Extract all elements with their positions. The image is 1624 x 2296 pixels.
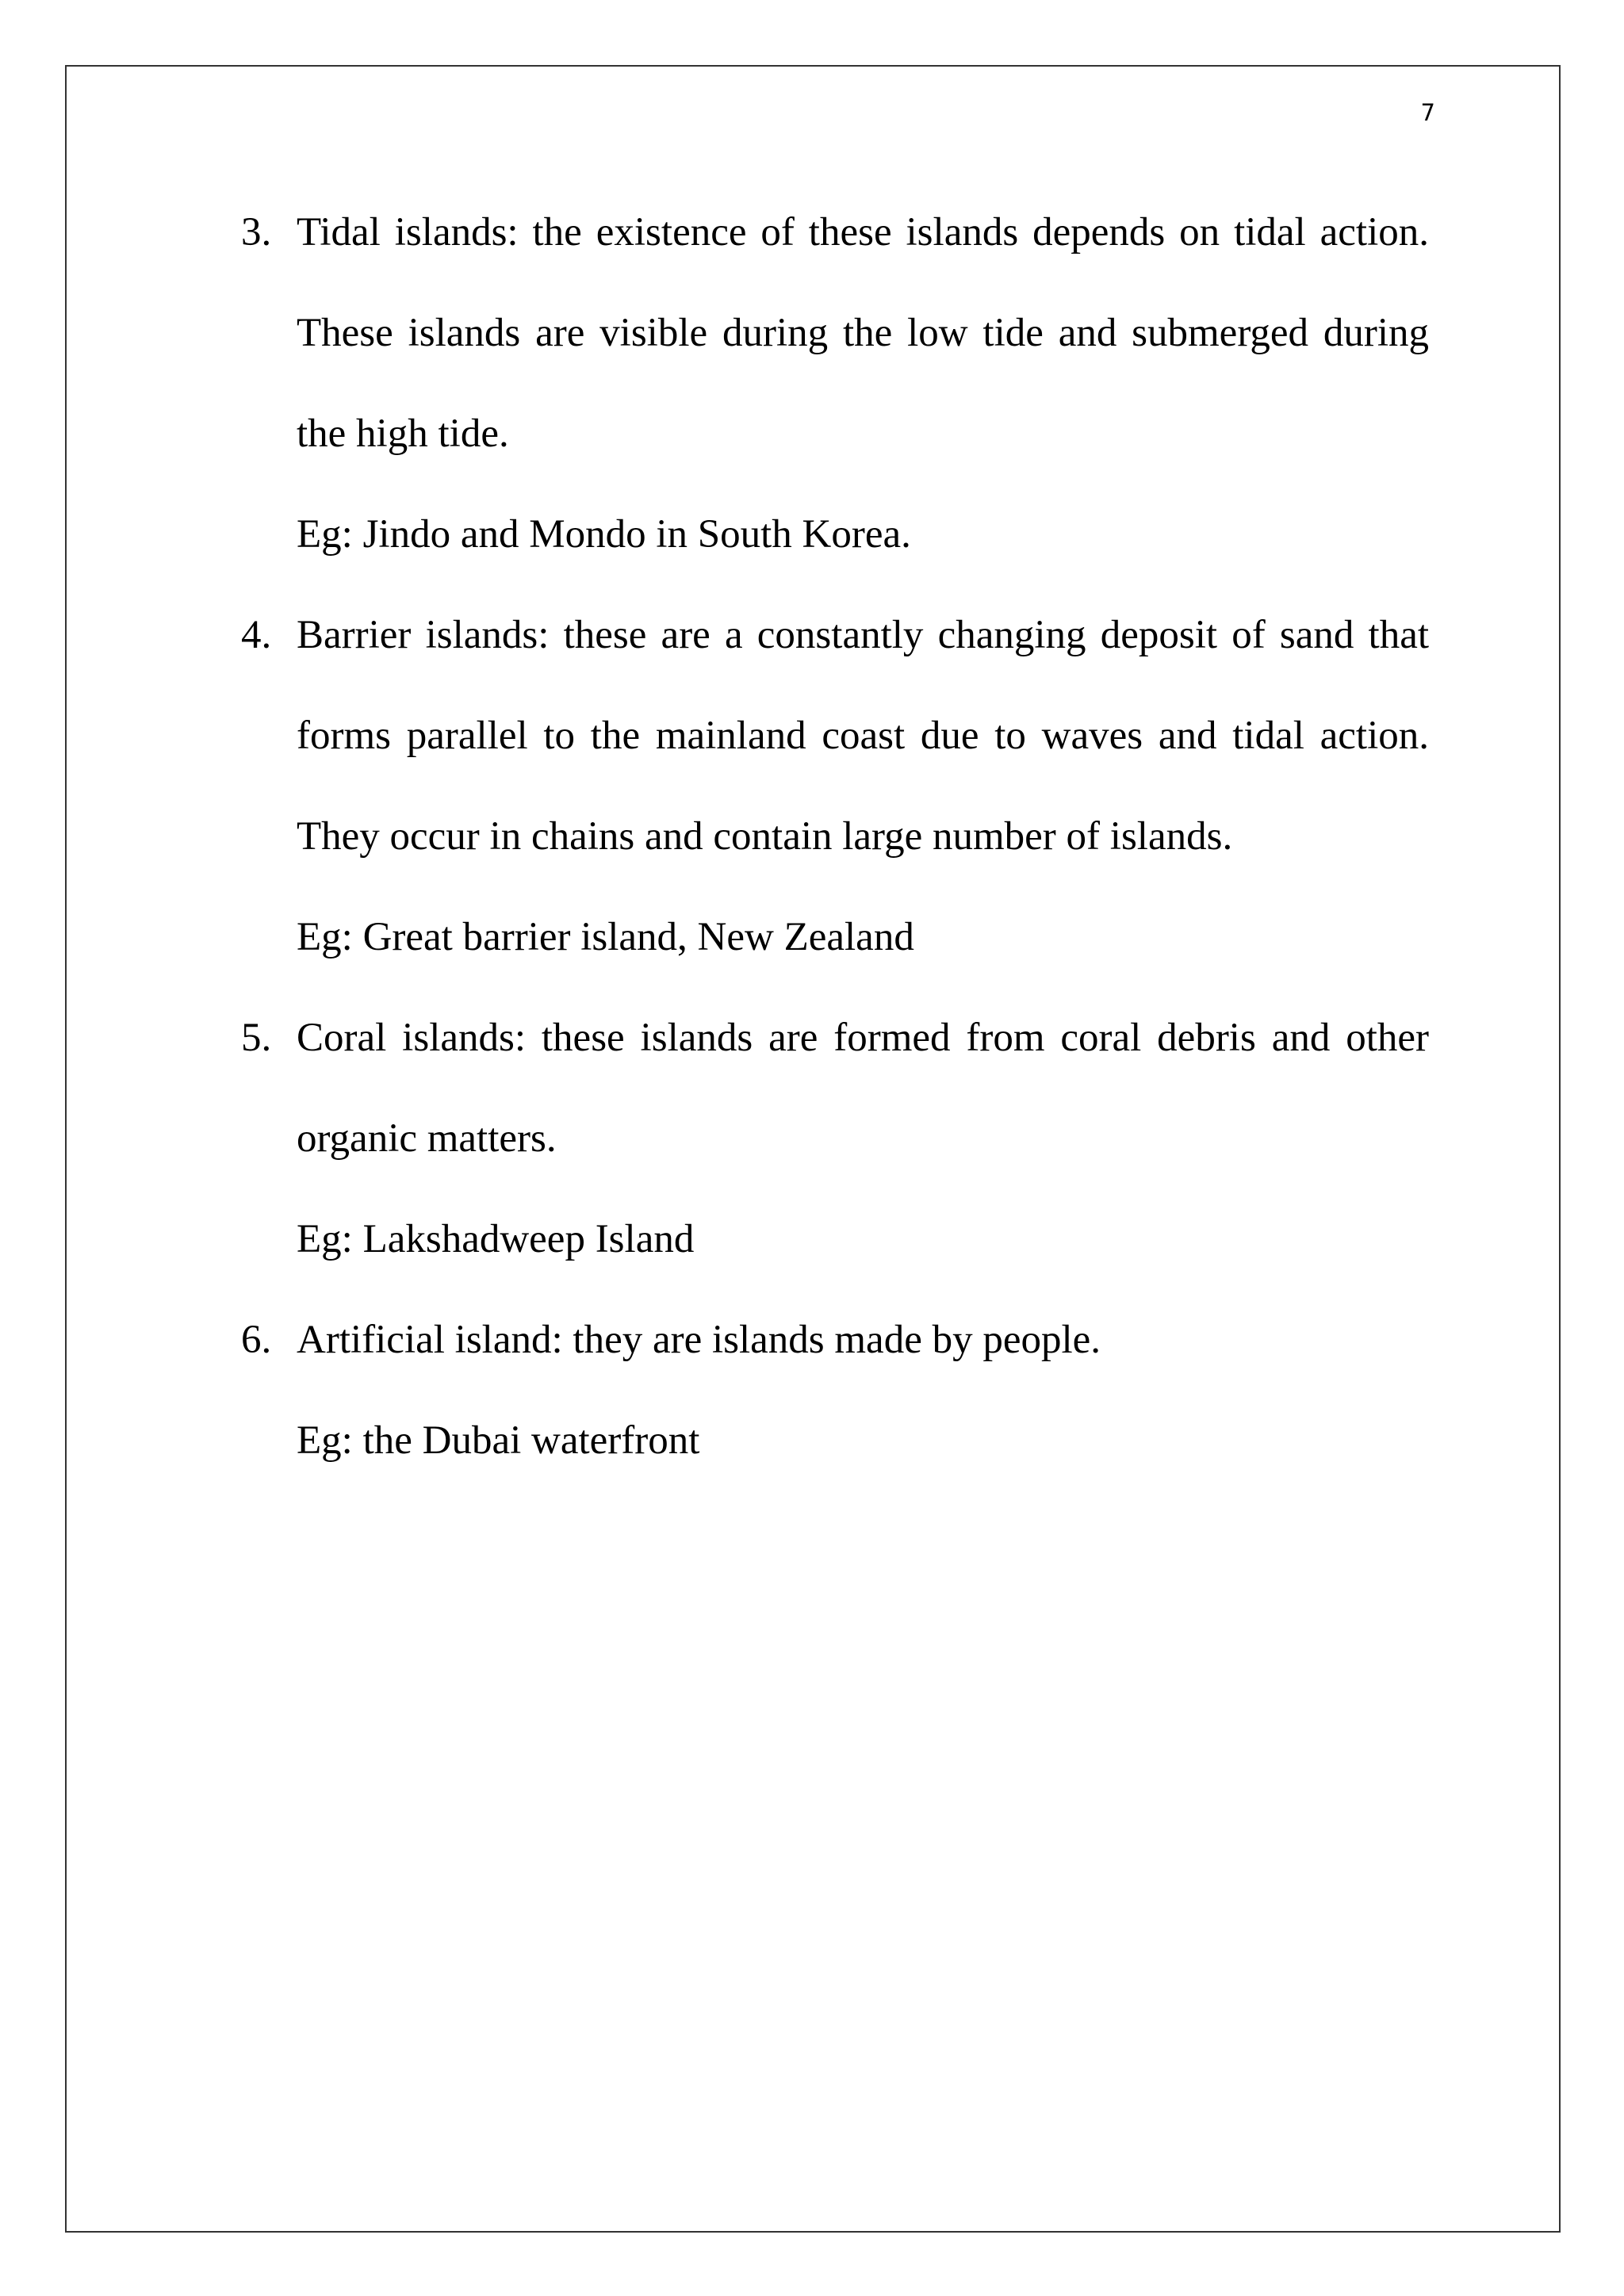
list-item-text: Artificial island: they are islands made by people. — [297, 1318, 1101, 1362]
page-number: 7 — [1420, 99, 1435, 126]
list-item-text: Barrier islands: these are a constantly changing deposit of sand that forms parallel to the mainland coast due to waves and tidal action. They occur in chains and contain large number of islands. — [297, 613, 1429, 859]
list-item-number: 4. — [241, 613, 272, 657]
list-item-text: Tidal islands: the existence of these islands depends on tidal action. These islands are visible during the low tide and submerged during the high tide. — [297, 210, 1429, 456]
list-item-example: Eg: Jindo and Mondo in South Korea. — [297, 512, 911, 557]
list-item-example: Eg: Great barrier island, New Zealand — [297, 915, 914, 959]
list-item-tidal-islands — [241, 182, 1429, 585]
list-item-coral-islands — [241, 988, 1429, 1290]
list-item-number: 5. — [241, 1016, 272, 1060]
list-item-barrier-islands — [241, 585, 1429, 988]
list-item-number: 6. — [241, 1318, 272, 1362]
list-item-text: Coral islands: these islands are formed from coral debris and other organic matters. — [297, 1016, 1429, 1161]
list-item-artificial-island — [241, 1290, 1429, 1491]
list-item-number: 3. — [241, 210, 272, 254]
list-item-example: Eg: Lakshadweep Island — [297, 1217, 695, 1261]
document-body — [241, 182, 1429, 1491]
list-item-example: Eg: the Dubai waterfront — [297, 1418, 700, 1463]
